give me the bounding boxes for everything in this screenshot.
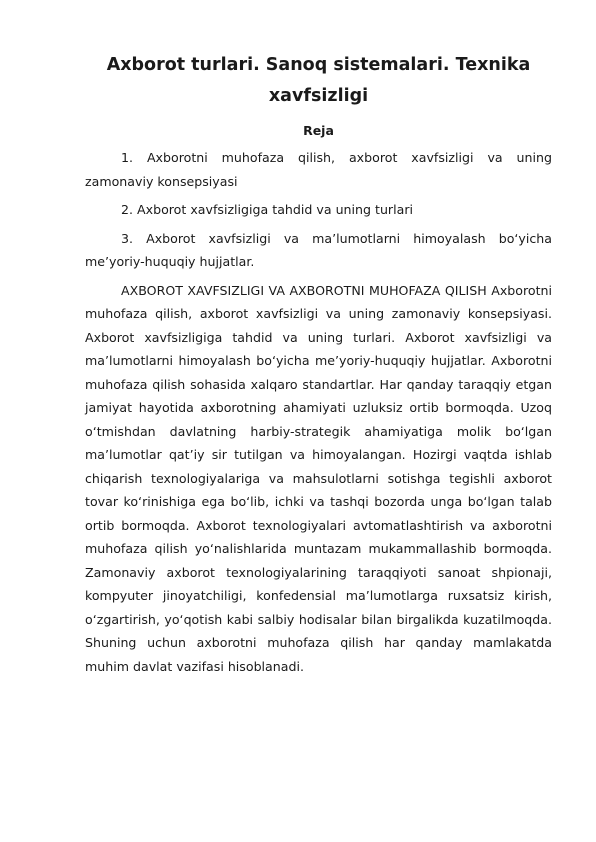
body-paragraph: AXBOROT XAVFSIZLIGI VA AXBOROTNI MUHOFAZA QILISH Axborotni muhofaza qilish, axborot xavfsizligi va uning zamonaviy konsepsiyasi. Axborot xavfsizligiga tahdid va uning turlari. Axborot xavfsizligi va ma’lumotlarni himoyalash bo‘yicha me’yoriy-huquqiy hujjatlar. Axborotni muhofaza qilish sohasida xalqaro standartlar. Har qanday taraqqiy etgan jamiyat hayotida axborotning ahamiyati uzluksiz ortib bormoqda. Uzoq o‘tmishdan davlatning harbiy-strategik ahamiyatiga molik bo‘lgan ma’lumotlar qat’iy sir tutilgan va himoyalangan. Hozirgi vaqtda ishlab chiqarish texnologiyalariga va mahsulotlarni sotishga tegishli axborot tovar ko‘rinishiga ega bo‘lib, ichki va tashqi bozorda unga bo‘lgan talab ortib bormoqda. Axborot texnologiyalari avtomatlashtirish va axborotni muhofaza qilish yo‘nalishlarida muntazam mukammallashib bormoqda. Zamonaviy axborot texnologiyalarining taraqqiyoti sanoat shpionaji, kompyuter jinoyatchiligi, konfedensial ma’lumotlarga ruxsatsiz kirish, o‘zgartirish, yo‘qotish kabi salbiy hodisalar bilan birgalikda kuzatilmoqda. Shuning uchun axborotni muhofaza qilish har qanday mamlakatda muhim davlat vazifasi hisoblanadi.: [85, 282, 552, 674]
plan-item-1: 1. Axborotni muhofaza qilish, axborot xavfsizligi va uning zamonaviy konsepsiyasi: [85, 150, 552, 189]
plan-item-2: 2. Axborot xavfsizligiga tahdid va uning turlari: [121, 202, 413, 217]
plan-heading: Reja: [303, 123, 334, 138]
document-title: Axborot turlari. Sanoq sistemalari. Texnika xavfsizligi: [106, 55, 531, 106]
document-page: [85, 50, 552, 678]
plan-item-3: 3. Axborot xavfsizligi va ma’lumotlarni himoyalash bo‘yicha me’yoriy-huquqiy hujjatlar.: [85, 230, 552, 269]
